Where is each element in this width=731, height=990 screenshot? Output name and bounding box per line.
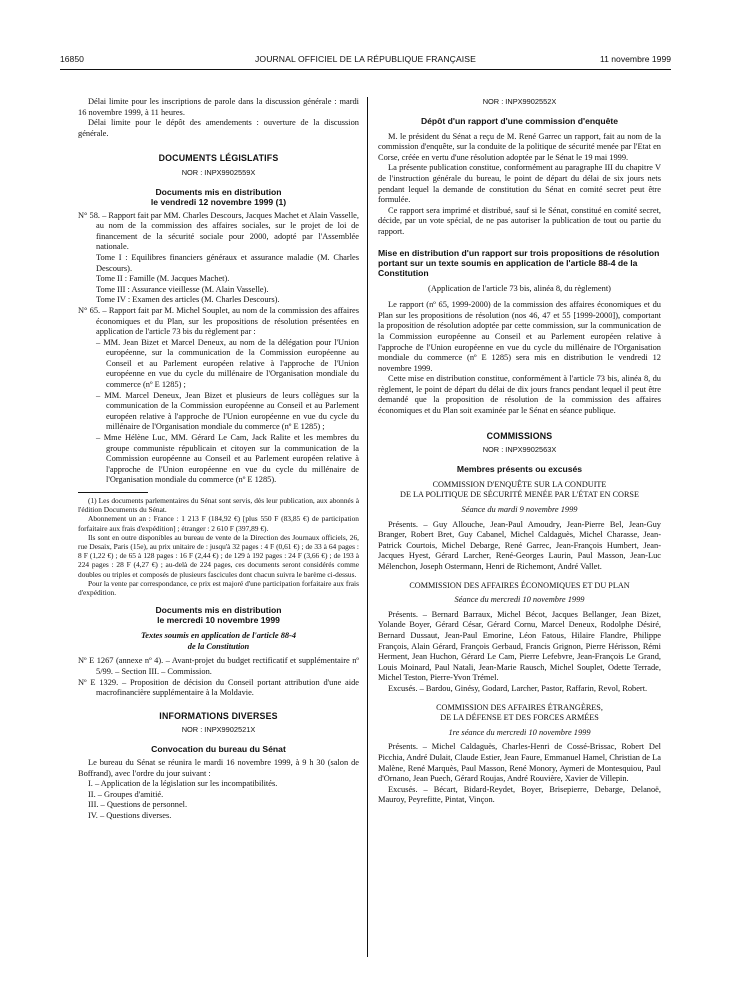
agenda-item: IV. – Questions diverses. (88, 810, 172, 820)
session-date: Séance du mardi 9 novembre 1999 (461, 505, 578, 515)
tome-line: Tome I : Equilibres financiers généraux et assurance maladie (M. Charles Descours). (96, 252, 359, 273)
subsection-title: Membres présents ou excusés (456, 463, 583, 474)
nor-reference: NOR : INPX9902521X (181, 725, 256, 735)
paragraph: Cette mise en distribution constitue, conformément à l'article 73 bis, alinéa 8, du règlement, le point de départ du délai de dix jours francs pendant lequel il peut être demandé que la proposition de résolution de la commission des affaires économiques et du Plan soit examinée par le Sénat en séance publique. (378, 374, 661, 416)
tome-line: Tome III : Assurance vieillesse (M. Alain Vasselle). (96, 284, 269, 294)
attendance-list: Présents. – Michel Caldaguès, Charles-Henri de Cossé-Brissac, Robert Del Picchia, André Dulait, Claude Estier, Jean Faure, Emmanuel Hamel, Christian de La Malène, René Marquès, Paul Masson, René Monory, Aymeri de Montesquiou, Paul d'Ornano, Jean Puech, Gérard Roujas, André Rouvière, Xavier de Villepin. (378, 742, 661, 784)
nor-reference: NOR : INPX9902559X (181, 167, 256, 177)
attendance-list: Présents. – Bernard Barraux, Michel Bécot, Jacques Bellanger, Jean Bizet, Yolande Boyer, Gérard César, Gérard Cornu, Marcel Deneux, Rodolphe Désiré, Bernard Dussaut, Jean-Paul Emorine, Léon Fatous, Hilaire Flandre, Philippe François, Alain Gérard, François Gerbaud, Francis Grignon, Pierre Hérisson, Rémi Herment, Jean Huchon, Gérard Le Cam, Pierre Lefebvre, Jean-François Le Grand, Louis Moinard, Paul Natali, Jean-Marie Rausch, Michel Souplet, Odette Terrade, Michel Teston, Pierre-Yvon Trémel. (378, 609, 661, 683)
footnote: Ils sont en outre disponibles au bureau de vente de la Direction des Journaux officiels, 26, rue Desaix, Paris (15e), au prix unitaire de : jusqu'à 32 pages : 4 F (0,61 €) ; de 33 à 64 pages : 8 F (1,22 €) ; de 65 à 128 pages : 16 F (2,44 €) ; de 129 à 192 pages : 24 F (3,66 €) ; de 193 à 224 pages : 28 F (4,27 €) ; au-delà de 224 pages, ces documents seront considérés comme doubles ou triples et composés de plusieurs fascicules dont chacun suivra le barème ci-dessus. (78, 532, 359, 579)
commission-name: COMMISSION DES AFFAIRES ÉTRANGÈRES, (436, 702, 603, 712)
paragraph: Délai limite pour le dépôt des amendements : ouverture de la discussion générale. (78, 118, 359, 138)
excused-list: Excusés. – Bardou, Ginésy, Godard, Larcher, Pastor, Raffarin, Revol, Robert. (388, 683, 648, 693)
list-item: – MM. Marcel Deneux, Jean Bizet et plusieurs de leurs collègues sur la communication de la Commission européenne au Conseil et au Parlement européen relative à l'approche de l'Union européenne en vue du cycle du millénaire de l'Organisation mondiale du commerce (nº E 1285) ; (96, 390, 359, 432)
paragraph: La présente publication constitue, conformément au paragraphe III du chapitre V de l'instruction générale du bureau, le point de départ du délai de six jours nets pendant lequel la demande de constitution du Sénat en comité secret peut être formulée. (378, 163, 661, 205)
subsection-title: Documents mis en distribution (155, 605, 282, 616)
attendance-list: Présents. – Guy Allouche, Jean-Paul Amoudry, Jean-Pierre Bel, Jean-Guy Branger, Robert Bret, Guy Cabanel, Michel Caldaguès, Michel Charasse, Jean-Patrick Courtois, Michel Debarge, René Garrec, Jean-François Humbert, Jean-Jacques Hyest, Gérard Larcher, René-Georges Laurin, Paul Masson, Jean-Luc Mélenchon, Joseph Ostermann, Henri de Richemont, André Vallet. (378, 519, 661, 571)
commission-name: COMMISSION D'ENQUÊTE SUR LA CONDUITE (432, 479, 607, 489)
page-header (60, 54, 671, 68)
subsection-title: le mercredi 10 novembre 1999 (157, 615, 280, 626)
issue-date: 11 novembre 1999 (599, 54, 671, 64)
subsection-title: Documents mis en distribution (155, 186, 282, 197)
paragraph: Délai limite pour les inscriptions de parole dans la discussion générale : mardi 16 novembre 1999, à 11 heures. (78, 97, 359, 117)
header-rule (60, 69, 671, 70)
paragraph: Ce rapport sera imprimé et distribué, sauf si le Sénat, constitué en comité secret, décide, par un vote spécial, de ne pas autoriser la publication de tout ou partie du rapport. (378, 205, 661, 236)
application-note: (Application de l'article 73 bis, alinéa 8, du règlement) (428, 283, 611, 293)
agenda-item: III. – Questions de personnel. (88, 800, 188, 810)
column-divider (367, 97, 368, 957)
agenda-item: I. – Application de la législation sur les incompatibilités. (88, 779, 278, 789)
subsection-title: Dépôt d'un rapport d'une commission d'enquête (420, 115, 619, 126)
nor-reference: NOR : INPX9902563X (482, 445, 557, 455)
page-number: 16850 (60, 54, 84, 64)
commission-name: COMMISSION DES AFFAIRES ÉCONOMIQUES ET DU PLAN (409, 580, 630, 590)
document-entry: Nº E 1329. – Proposition de décision du Conseil portant attribution d'une aide macrofinancière supplémentaire à la Moldavie. (78, 677, 359, 698)
subsection-title: Mise en distribution d'un rapport sur trois propositions de résolution portant sur un texte soumis en application de l'article 88-4 de la Constitution (378, 247, 660, 278)
footnote: Abonnement un an : France : 1 213 F (184,92 €) [plus 550 F (83,85 €) de participation forfaitaire aux frais d'expédition] ; étranger : 2 610 F (397,89 €). (78, 514, 359, 533)
document-entry: N° 58. – Rapport fait par MM. Charles Descours, Jacques Machet et Alain Vasselle, au nom de la commission des affaires sociales, sur le projet de loi de financement de la sécurité sociale pour 2000, adopté par l'Assemblée nationale. (78, 210, 359, 252)
paragraph: Le rapport (nº 65, 1999-2000) de la commission des affaires économiques et du Plan sur les propositions de résolution (nos 46, 47 et 55 [1999-2000]), comportant la proposition de résolution adoptée par cette commission, sur la communication de la Commission européenne au Conseil et au Parlement européen relative à l'approche de l'Union européenne en vue du cycle du millénaire de l'Organisation mondiale du commerce (nº E 1285) sera mis en distribution le vendredi 12 novembre 1999. (378, 300, 661, 373)
tome-line: Tome II : Famille (M. Jacques Machet). (96, 274, 230, 284)
section-title: INFORMATIONS DIVERSES (159, 710, 278, 721)
right-column (378, 97, 661, 806)
session-date: Séance du mercredi 10 novembre 1999 (454, 595, 585, 605)
footnote-rule (78, 492, 148, 493)
commission-name: DE LA DÉFENSE ET DES FORCES ARMÉES (440, 713, 599, 723)
agenda-item: II. – Groupes d'amitié. (88, 789, 164, 799)
nor-reference: NOR : INPX9902552X (482, 97, 557, 106)
document-entry: Nº E 1267 (annexe nº 4). – Avant-projet du budget rectificatif et supplémentaire nº 5/99. – Section III. – Commission. (78, 656, 359, 677)
paragraph: Le bureau du Sénat se réunira le mardi 16 novembre 1999, à 9 h 30 (salon de Boffrand), avec l'ordre du jour suivant : (78, 757, 359, 778)
list-item: – Mme Hélène Luc, MM. Gérard Le Cam, Jack Ralite et les membres du groupe communiste républicain et citoyen sur la communication de la Commission européenne au Conseil et au Parlement européen relative à l'approche de l'Union européenne en vue du cycle du millénaire de l'Organisation mondiale du commerce (nº E 1285). (96, 433, 359, 485)
subsection-title: Convocation du bureau du Sénat (151, 743, 286, 754)
left-column (78, 97, 359, 822)
journal-title: JOURNAL OFFICIEL DE LA RÉPUBLIQUE FRANÇAISE (255, 54, 476, 64)
excused-list: Excusés. – Bécart, Bidard-Reydet, Boyer, Brisepierre, Debarge, Delanoë, Mauroy, Peyrefitte, Pintat, Vinçon. (378, 784, 661, 805)
tome-line: Tome IV : Examen des articles (M. Charles Descours). (96, 295, 280, 305)
document-entry: N° 65. – Rapport fait par M. Michel Souplet, au nom de la commission des affaires économiques et du Plan, sur les propositions de résolution présentées en application de l'article 73 bis du règlement par : (78, 305, 359, 337)
session-date: 1re séance du mercredi 10 novembre 1999 (448, 727, 591, 737)
subsection-title: le vendredi 12 novembre 1999 (1) (150, 196, 287, 207)
footnote: Pour la vente par correspondance, ce prix est majoré d'une participation forfaitaire aux frais d'expédition. (78, 578, 359, 598)
list-item: – MM. Jean Bizet et Marcel Deneux, au nom de la délégation pour l'Union européenne, sur la communication de la Commission européenne au Conseil et au Parlement européen relative à l'approche de l'Union européenne en vue du cycle du millénaire de l'Organisation mondiale du commerce (nº E 1285) ; (96, 337, 359, 390)
section-title: COMMISSIONS (486, 430, 553, 441)
commission-name: DE LA POLITIQUE DE SÉCURITÉ MENÉE PAR L'ÉTAT EN CORSE (400, 490, 639, 500)
paragraph: M. le président du Sénat a reçu de M. René Garrec un rapport, fait au nom de la commission d'enquête, sur la conduite de la politique de sécurité menée par l'Etat en Corse, créée en vertu d'une résolution adoptée par le Sénat le 19 mai 1999. (378, 131, 661, 162)
textes-heading: Textes soumis en application de l'article 88-4 (140, 631, 297, 641)
section-title: DOCUMENTS LÉGISLATIFS (158, 153, 279, 164)
footnote: (1) Les documents parlementaires du Sénat sont servis, dès leur publication, aux abonnés à l'édition Documents du Sénat. (78, 496, 359, 515)
textes-heading: de la Constitution (187, 641, 250, 651)
